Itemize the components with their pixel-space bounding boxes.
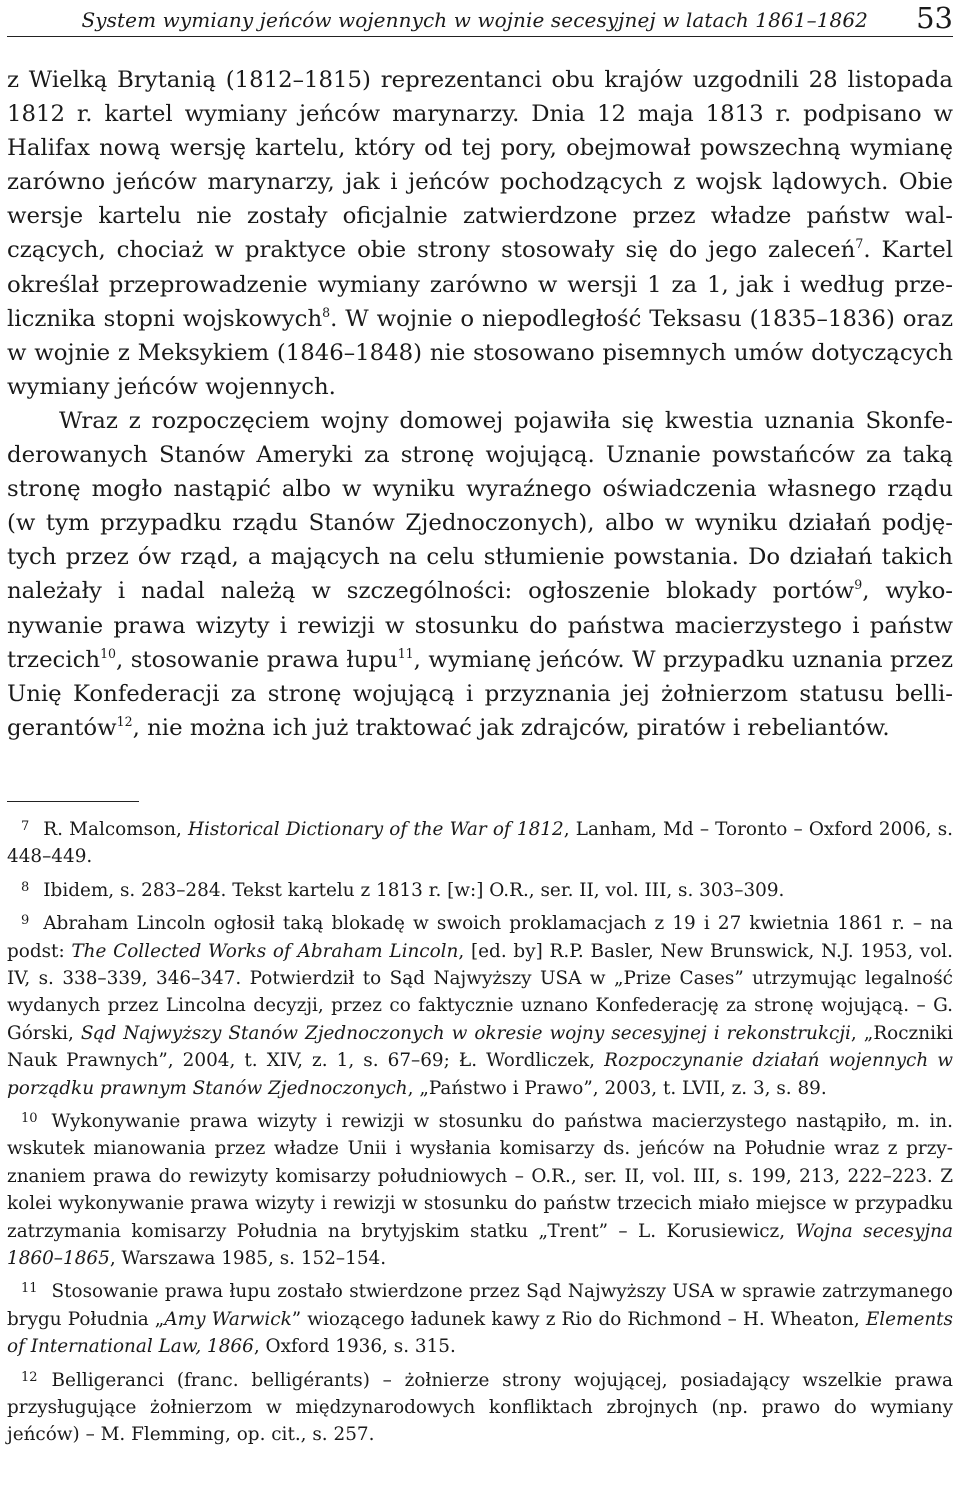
text-span: , Oxford 1936, s. 315. <box>253 1336 456 1358</box>
text-span: , wymianę jeńców. W przypadku uznania przez Unię Konfederacji za stronę wojującą i przyznania jej żołnierzom statusu belligerantów <box>7 646 953 741</box>
text-span: , „Roczniki Nauk Prawnych”, 2004, t. XIV, z. 1, s. 67–69; Ł. Wordliczek, <box>7 1022 953 1072</box>
paragraph-2 <box>7 404 953 745</box>
footnote-ref-10[interactable]: 10 <box>100 645 117 661</box>
footnote-divider <box>7 801 139 802</box>
italic-title: Elements of International Law, 1866 <box>7 1308 953 1358</box>
italic-title: Rozpoczynanie działań wojennych w porządku prawnym Stanów Zjednoczonych <box>7 1050 953 1099</box>
text-span: Wykonywanie prawa wizyty i rewizji w stosunku do państwa macierzystego nastąpiło, m. in. wskutek mianowania przez władze Unii i wysłania komisarzy ds. jeńców na Południe wraz z przyznaniem prawa do rewizyty komisarzy południowych – O.R., ser. II, vol. III, s. 199, 213, 222–223. Z kolei wykonywanie prawa wizyty i rewizji w stosunku do państw trzecich miało miejsce w przypadku zatrzymania komisarzy Południa na brytyjskim statku „Trent” – L. Korusiewicz, <box>7 1110 953 1242</box>
footnote-7: 7 R. Malcomson, Historical Dictionary of the War of 1812, Lanham, Md – Toronto – Oxford 2006, s. 448–449. <box>7 818 953 868</box>
italic-title: Wojna secesyjna 1860–1865 <box>7 1220 953 1269</box>
footnote-ref-8[interactable]: 8 <box>322 304 331 320</box>
footnote-11: 11 Stosowanie prawa łupu zostało stwierdzone przez Sąd Najwyższy USA w sprawie zatrzymanego brygu Południa „Amy Warwick” wiozącego ładunek kawy z Rio do Richmond – H. Wheaton, Elements of International Law, 1866, Oxford 1936, s. 315. <box>7 1281 953 1358</box>
page-number: 53 <box>916 1 953 35</box>
text-span: . Kartel określał przeprowadzenie wymiany zarówno w wersji 1 za 1, jak i według przelicznika stopni wojskowych <box>7 237 953 332</box>
footnote-8: 8 Ibidem, s. 283–284. Tekst kartelu z 1813 r. [w:] O.R., ser. II, vol. III, s. 303–309. <box>21 879 785 901</box>
text-span: , Warszawa 1985, s. 152–154. <box>109 1247 387 1269</box>
text-span: ” wiozącego ładunek kawy z Rio do Richmond – H. Wheaton, <box>291 1308 866 1330</box>
italic-title: Sąd Najwyższy Stanów Zjednoczonych w okresie wojny secesyjnej i rekonstrukcji <box>80 1022 851 1044</box>
text-span: z Wielką Brytanią (1812–1815) reprezentanci obu krajów uzgodnili 28 listopada 1812 r. kartel wymiany jeńców marynarzy. Dnia 12 maja 1813 r. podpisano w Halifax nową wersję kartelu, który od tej pory, obejmował powszechną wymianę zarówno jeńców marynarzy, jak i jeńców pochodzących z wojsk lądowych. Obie wersje kartelu nie zostały oficjalnie zatwierdzone przez władze państw walczących, chociaż w praktyce obie strony stosowały się do jego zaleceń <box>7 67 953 264</box>
italic-title: Amy Warwick <box>164 1308 292 1330</box>
text-span: , nie można ich już traktować jak zdrajców, piratów i rebeliantów. <box>132 714 890 741</box>
footnote-ref-7[interactable]: 7 <box>855 236 864 252</box>
text-span: , [ed. by] R.P. Basler, New Brunswick, N.J. 1953, vol. IV, s. 338–339, 346–347. Potwierdził to Sąd Najwyższy USA w „Prize Cases” utrzymując legalność wydanych przez Lincolna decyzji, przez co faktycznie uznano Konfederację za stronę wojującą. – G. Górski, <box>7 940 953 1044</box>
text-span: R. Malcomson, <box>43 818 189 840</box>
page-header <box>7 0 953 37</box>
running-head: System wymiany jeńców wojennych w wojnie secesyjnej w latach 1861–1862 <box>81 8 868 32</box>
text-span: , stosowanie prawa łupu <box>116 646 398 673</box>
text-span: Ibidem, s. 283–284. Tekst kartelu z 1813 r. [w:] O.R., ser. II, vol. III, s. 303–309. <box>43 879 785 901</box>
text-span: , wykonywanie prawa wizyty i rewizji w stosunku do państwa macierzystego i państw trzecich <box>7 578 953 673</box>
footnote-12: 12 Belligeranci (franc. belligérants) – żołnierze strony wojującej, posiadający wszelkie prawa przysługujące żołnierzom w międzynarodowych konfliktach zbrojnych (np. prawo do wymiany jeńców) – M. Flemming, op. cit., s. 257. <box>7 1369 953 1446</box>
paragraph-1 <box>7 63 953 404</box>
text-span: . W wojnie o niepodległość Teksasu (1835–1836) oraz w wojnie z Meksykiem (1846–1848) nie stosowano pisemnych umów dotyczących wymiany jeńców wojennych. <box>7 305 953 400</box>
footnote-ref-9[interactable]: 9 <box>854 577 863 593</box>
footnote-ref-11[interactable]: 11 <box>397 645 414 661</box>
text-span: Stosowanie prawa łupu zostało stwierdzone przez Sąd Najwyższy USA w sprawie zatrzymanego brygu Południa „ <box>7 1281 953 1330</box>
text-span: , Lanham, Md – Toronto – Oxford 2006, s. 448–449. <box>7 818 953 868</box>
text-span: Abraham Lincoln ogłosił taką blokadę w swoich proklamacjach z 19 i 27 kwietnia 1861 r. – na podst: <box>7 913 953 962</box>
footnotes <box>7 816 953 1449</box>
footnote-10: 10 Wykonywanie prawa wizyty i rewizji w stosunku do państwa macierzystego nastąpiło, m. in. wskutek mianowania przez władze Unii i wysłania komisarzy ds. jeńców na Południe wraz z przyznaniem prawa do rewizyty komisarzy południowych – O.R., ser. II, vol. III, s. 199, 213, 222–223. Z kolei wykonywanie prawa wizyty i rewizji w stosunku do państw trzecich miało miejsce w przypadku zatrzymania komisarzy Południa na brytyjskim statku „Trent” – L. Korusiewicz, Wojna secesyjna 1860–1865, Warszawa 1985, s. 152–154. <box>7 1110 953 1269</box>
main-text <box>7 63 953 745</box>
text-span: Belligeranci (franc. belligérants) – żołnierze strony wojującej, posiadający wszelkie prawa przysługujące żołnierzom w międzynarodowych konfliktach zbrojnych (np. prawo do wymiany jeńców) – M. Flemming, op. cit., s. 257. <box>7 1369 953 1446</box>
footnote-9: 9 Abraham Lincoln ogłosił taką blokadę w swoich proklamacjach z 19 i 27 kwietnia 1861 r. – na podst: The Collected Works of Abraham Lincoln, [ed. by] R.P. Basler, New Brunswick, N.J. 1953, vol. IV, s. 338–339, 346–347. Potwierdził to Sąd Najwyższy USA w „Prize Cases” utrzymując legalność wydanych przez Lincolna decyzji, przez co faktycznie uznano Konfederację za stronę wojującą. – G. Górski, Sąd Najwyższy Stanów Zjednoczonych w okresie wojny secesyjnej i rekonstrukcji, „Roczniki Nauk Prawnych”, 2004, t. XIV, z. 1, s. 67–69; Ł. Wordliczek, Rozpoczynanie działań wojennych w porządku prawnym Stanów Zjednoczonych, „Państwo i Prawo”, 2003, t. LVII, z. 3, s. 89. <box>7 913 953 1099</box>
text-span: , „Państwo i Prawo”, 2003, t. LVII, z. 3, s. 89. <box>407 1077 827 1099</box>
text-span: Wraz z rozpoczęciem wojny domowej pojawiła się kwestia uznania Skonfederowanych Stanów Ameryki za stronę wojującą. Uznanie powstańców za taką stronę mogło nastąpić albo w wyniku wyraźnego oświadczenia własnego rządu (w tym przypadku rządu Stanów Zjednoczonych), albo w wyniku działań podjętych przez ów rząd, a mających na celu stłumienie powstania. Do działań takich należały i nadal należą w szczególności: ogłoszenie blokady portów <box>7 407 953 605</box>
document-page <box>7 0 953 1511</box>
italic-title: Historical Dictionary of the War of 1812 <box>188 818 564 840</box>
italic-title: The Collected Works of Abraham Lincoln <box>71 940 459 962</box>
footnote-ref-12[interactable]: 12 <box>116 714 133 730</box>
